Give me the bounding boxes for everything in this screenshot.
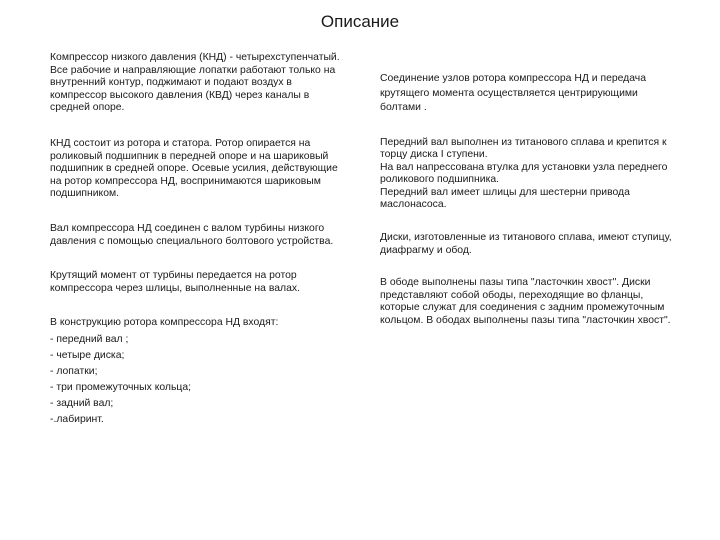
paragraph-rotor-parts-intro: В конструкцию ротора компрессора НД входят: (50, 317, 279, 329)
rotor-parts-list (50, 332, 350, 428)
paragraph-knd-composition: КНД состоит из ротора и статора. Ротор опирается на роликовый подшипник в передней опоре и на шариковый подшипник в средней опоре. Осевые усилия, действующие на ротор компрессора НД, воспринимаются шариковым подшипником. (50, 137, 338, 200)
list-item: - лопатки; (50, 365, 98, 377)
paragraph-front-shaft-bushing: На вал напрессована втулка для установки узла переднего роликового подшипника. (380, 161, 668, 186)
left-column (50, 52, 350, 428)
paragraph-front-shaft-splines: Передний вал имеет шлицы для шестерни привода маслонасоса. (380, 186, 630, 211)
page-title: Описание (320, 12, 400, 31)
right-column (380, 52, 680, 328)
paragraph-rim-slots: В ободе выполнены пазы типа "ласточкин хвост". Диски представляют собой ободы, переходящие во фланцы, которые служат для соединения с задним промежуточным кольцом. В ободах выполнены пазы типа "ласточкин хвост". (380, 277, 671, 327)
paragraph-knd-overview: Компрессор низкого давления (КНД) - четырехступенчатый. Все рабочие и направляющие лопатки работают только на внутренний контур, поджимают и подают воздух в компрессор высокого давления (КВД) через каналы в средней опоре. (50, 52, 340, 114)
list-item: - передний вал ; (50, 333, 129, 345)
paragraph-torque: Крутящий момент от турбины передается на ротор компрессора через шлицы, выполненные на валах. (50, 270, 300, 294)
list-item: -.лабиринт. (50, 413, 104, 425)
list-item: - задний вал; (50, 397, 114, 409)
list-item: - четыре диска; (50, 349, 125, 361)
list-item: - три промежуточных кольца; (50, 381, 192, 393)
paragraph-disks: Диски, изготовленные из титанового сплава, имеют ступицу, диафрагму и обод. (380, 232, 672, 256)
paragraph-shaft-connection: Вал компрессора НД соединен с валом турбины низкого давления с помощью специального болтового устройства. (50, 222, 334, 247)
paragraph-front-shaft-material: Передний вал выполнен из титанового сплава и крепится к торцу диска I ступени. (380, 136, 667, 161)
paragraph-rotor-connection: Соединение узлов ротора компрессора НД и передача крутящего момента осуществляется центрирующими болтами . (380, 73, 646, 113)
